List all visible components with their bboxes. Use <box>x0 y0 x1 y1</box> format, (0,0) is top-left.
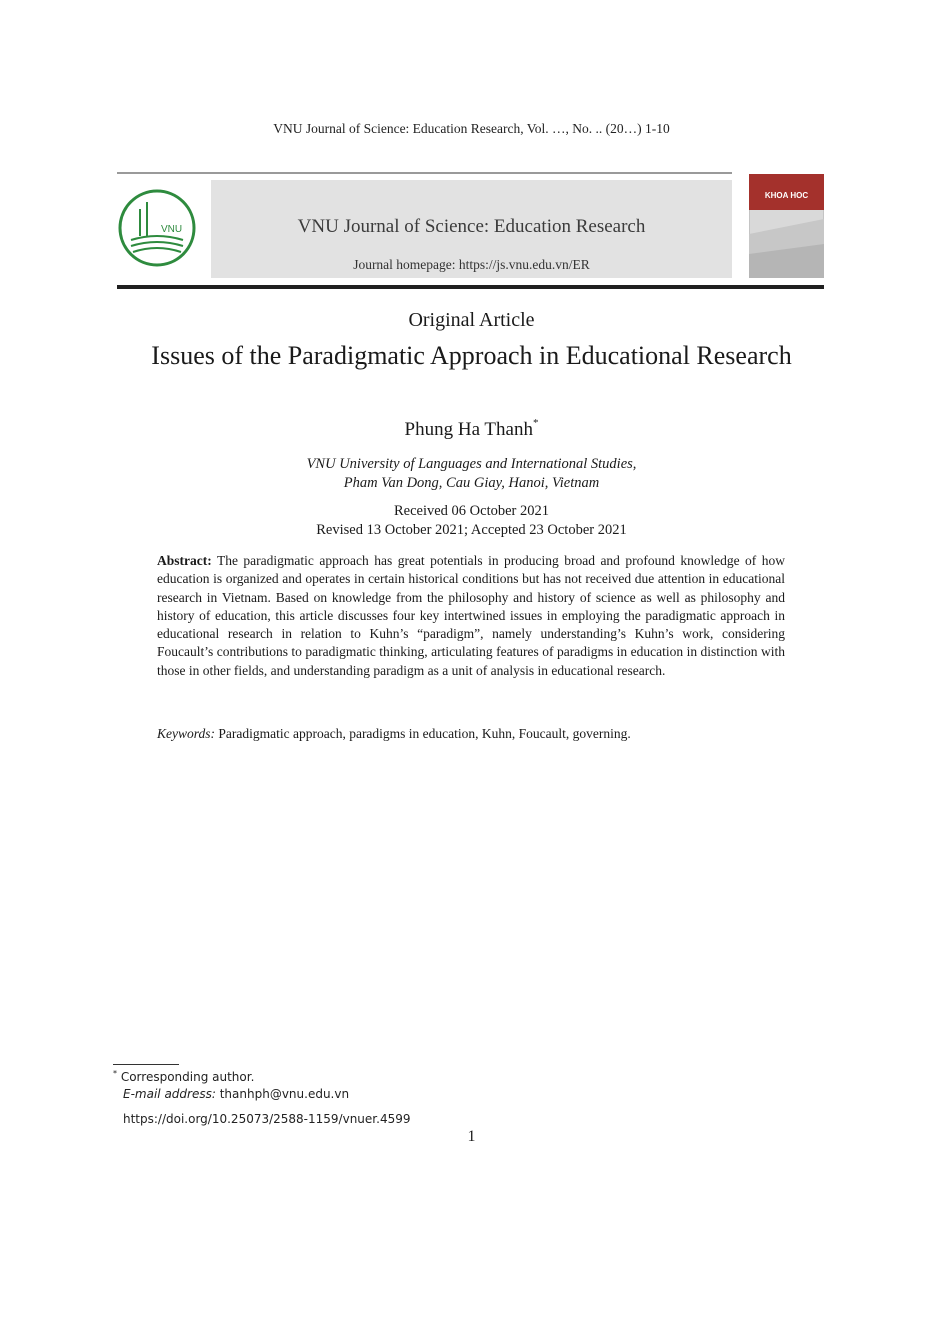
abstract-text: The paradigmatic approach has great potentials in producing broad and profound knowledge of how education is organized and operates in certain historical conditions but has not received due attention in educational research in Vietnam. Based on knowledge from the philosophy and history of science as well as philosophy and history of education, this article discusses four key intertwined issues in employing the paradigmatic approach in educational research in relation to Kuhn’s “paradigm”, namely understanding’s Kuhn’s work, considering Foucault’s contributions to paradigmatic thinking, articulating features of paradigms in education in distinction with those in other fields, and understanding paradigm as a unit of analysis in educational research. <box>157 553 785 678</box>
journal-banner <box>117 172 824 290</box>
doi-link[interactable]: https://doi.org/10.25073/2588-1159/vnuer.4599 <box>123 1112 411 1126</box>
journal-name-panel <box>211 180 732 278</box>
article-type: Original Article <box>408 309 535 331</box>
revised-accepted-dates: Revised 13 October 2021; Accepted 23 October 2021 <box>316 522 627 538</box>
article-title: Issues of the Paradigmatic Approach in Educational Research <box>151 341 792 370</box>
footnote-corresponding <box>113 1069 254 1084</box>
vnu-logo-icon <box>117 188 197 268</box>
corresponding-label: Corresponding author. <box>120 1070 255 1084</box>
received-date: Received 06 October 2021 <box>393 503 550 519</box>
affiliation <box>0 455 943 493</box>
abstract <box>157 552 785 680</box>
cover-title: KHOA HOC <box>764 191 809 200</box>
author-line <box>0 417 943 441</box>
abstract-label: Abstract: <box>157 553 212 568</box>
footnote-email <box>123 1087 349 1101</box>
keywords-label: Keywords: <box>157 726 215 741</box>
banner-top-rule <box>117 172 732 174</box>
page-number: 1 <box>467 1128 476 1145</box>
email-link[interactable]: thanhph@vnu.edu.vn <box>219 1087 350 1101</box>
keywords <box>157 726 785 742</box>
logo-text: VNU <box>161 224 183 235</box>
footnote-mark: * <box>113 1069 117 1078</box>
author-name: Phung Ha Thanh <box>404 419 533 440</box>
email-label: E-mail address: <box>123 1087 216 1101</box>
journal-cover-thumbnail <box>749 174 824 278</box>
banner-bottom-rule <box>117 285 824 289</box>
article-dates <box>0 502 943 540</box>
affiliation-line: VNU University of Languages and International Studies, <box>306 456 637 472</box>
footnote-rule <box>113 1064 179 1065</box>
journal-name: VNU Journal of Science: Education Research <box>297 216 646 237</box>
affiliation-line: Pham Van Dong, Cau Giay, Hanoi, Vietnam <box>343 475 600 491</box>
author-footnote-mark[interactable]: * <box>532 417 539 429</box>
journal-homepage: Journal homepage: https://js.vnu.edu.vn/ER <box>353 257 590 272</box>
running-head: VNU Journal of Science: Education Research, Vol. …, No. .. (20…) 1-10 <box>273 121 670 136</box>
keywords-text: Paradigmatic approach, paradigms in education, Kuhn, Foucault, governing. <box>218 726 631 741</box>
